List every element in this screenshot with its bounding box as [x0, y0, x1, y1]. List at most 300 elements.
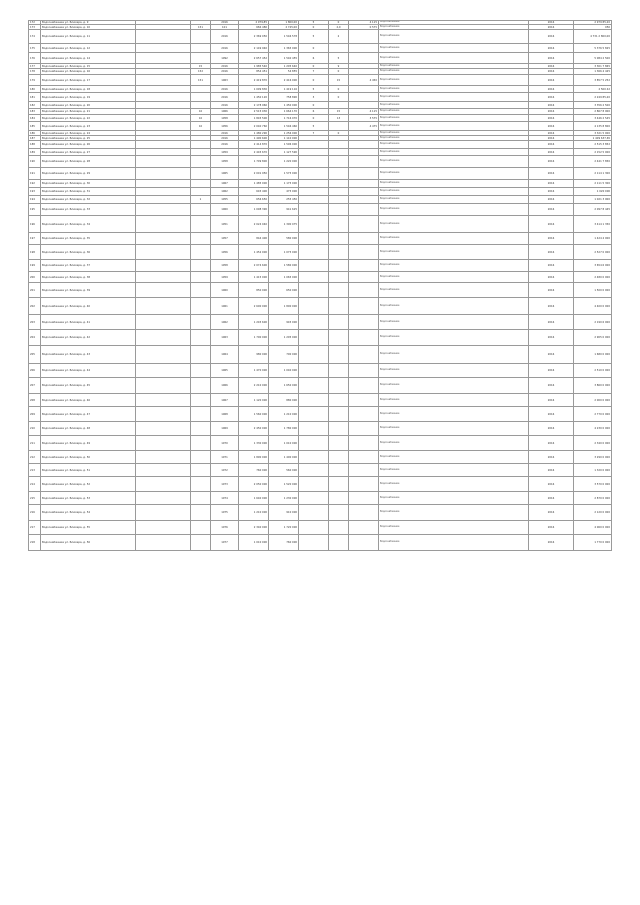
cell-total: 2 905 0 000	[574, 330, 612, 346]
cell-period: 2016	[529, 102, 574, 109]
cell-cell-c	[191, 44, 211, 53]
cell-count-a	[299, 464, 329, 477]
cell-work-type	[136, 535, 191, 551]
cell-year: 1958	[211, 156, 239, 168]
cell-amount: 4 450	[349, 75, 379, 86]
cell-row-number: 208	[29, 394, 41, 407]
cell-year: 1975	[211, 505, 239, 521]
table-row	[29, 451, 612, 464]
cell-count-b	[329, 156, 349, 168]
cell-count-b	[329, 492, 349, 505]
cell-year: 1977	[211, 535, 239, 551]
cell-row-number: 214	[29, 477, 41, 492]
cell-work-type	[136, 464, 191, 477]
cell-cost-a: 760 000	[239, 464, 269, 477]
cell-total: 2 500 42	[574, 86, 612, 93]
cell-cell-c: 152	[191, 69, 211, 75]
cell-cost-b: 560 000	[269, 464, 299, 477]
cell-row-number: 178	[29, 69, 41, 75]
cell-count-a	[299, 233, 329, 245]
cell-cost-b: 1 575 000	[269, 168, 299, 180]
cell-description: Водоснабжение	[379, 521, 529, 535]
cell-description: Водоснабжение	[379, 422, 529, 436]
cell-cost-b: 1 580 000	[269, 260, 299, 272]
cell-row-number: 188	[29, 141, 41, 149]
cell-count-b	[329, 122, 349, 131]
cell-count-b: 13	[329, 115, 349, 122]
cell-cost-b: 1 520 000	[269, 477, 299, 492]
cell-total: 2 120 0 000	[574, 505, 612, 521]
cell-total: 2 480 0 000	[574, 272, 612, 283]
cell-address: Водоснабжение ул. Блюхера, д. 51	[41, 464, 136, 477]
cell-work-type	[136, 378, 191, 394]
cell-cell-c	[191, 180, 211, 188]
cell-count-b: 2,0	[329, 25, 349, 30]
cell-total: 2 249 85,20	[574, 93, 612, 102]
cell-amount	[349, 272, 379, 283]
cell-cell-c	[191, 93, 211, 102]
cell-total: 2 527 0 000	[574, 245, 612, 260]
cell-row-number: 218	[29, 535, 41, 551]
cell-description: Водоснабжение	[379, 69, 529, 75]
cell-cost-a: 1 640 000	[239, 492, 269, 505]
cell-count-b	[329, 330, 349, 346]
cell-cost-a: 1 985 540	[239, 64, 269, 69]
cell-count-a	[299, 394, 329, 407]
cell-count-b: 5	[329, 53, 349, 64]
cell-year: 1968	[211, 407, 239, 422]
cell-cost-b: 1 596 000	[269, 141, 299, 149]
cell-period: 2016	[529, 149, 574, 156]
cell-period: 2016	[529, 451, 574, 464]
cell-cell-c	[191, 394, 211, 407]
cell-cost-a: 1 480 290	[239, 131, 269, 136]
cell-count-b	[329, 436, 349, 451]
cell-count-b: 0	[329, 21, 349, 25]
cell-cost-a: 1 415 000	[239, 272, 269, 283]
cell-cost-b: 1 075 000	[269, 245, 299, 260]
cell-period: 2016	[529, 283, 574, 298]
cell-total: 1 021 3 900	[574, 196, 612, 204]
cell-total: 3 860 0 000	[574, 378, 612, 394]
cell-period: 2016	[529, 109, 574, 115]
cell-year: 1960	[211, 283, 239, 298]
cell-cost-a: 2 340 000	[239, 521, 269, 535]
cell-address: Водоснабжение ул. Блюхера, д. 11	[41, 30, 136, 44]
cell-year: 1958	[211, 260, 239, 272]
cell-cost-a: 1 245 600	[239, 315, 269, 330]
table-row	[29, 180, 612, 188]
cell-period: 2016	[529, 93, 574, 102]
cell-year: 1970	[211, 436, 239, 451]
cell-count-a	[299, 535, 329, 551]
cell-row-number: 172	[29, 21, 41, 25]
table-row	[29, 233, 612, 245]
cell-description: Водоснабжение	[379, 44, 529, 53]
cell-year: 2016	[211, 141, 239, 149]
cell-count-a	[299, 492, 329, 505]
cell-cost-b: 255 450	[269, 196, 299, 204]
cell-row-number: 190	[29, 156, 41, 168]
cell-count-a	[299, 180, 329, 188]
cell-period: 2016	[529, 407, 574, 422]
cell-year: 1966	[211, 378, 239, 394]
cell-address: Водоснабжение ул. Блюхера, д. 33	[41, 204, 136, 216]
cell-cost-b: 1 716 070	[269, 115, 299, 122]
cell-count-b	[329, 216, 349, 233]
cell-description: Водоснабжение	[379, 136, 529, 141]
table-row	[29, 492, 612, 505]
cell-count-a: 7	[299, 131, 329, 136]
cell-cost-b: 1 664 170	[269, 109, 299, 115]
cell-cost-b: 1 065 000	[269, 272, 299, 283]
register-table-body	[29, 21, 612, 551]
cell-cost-b: 1 205 000	[269, 330, 299, 346]
cell-cell-c	[191, 346, 211, 364]
cell-address: Водоснабжение ул. Блюхера, д. 10	[41, 25, 136, 30]
cell-count-b: 15	[329, 75, 349, 86]
cell-work-type	[136, 75, 191, 86]
cell-cost-b: 475 000	[269, 188, 299, 196]
cell-cell-c: 10	[191, 109, 211, 115]
cell-count-b	[329, 422, 349, 436]
cell-amount	[349, 53, 379, 64]
cell-address: Водоснабжение ул. Блюхера, д. 28	[41, 156, 136, 168]
cell-amount	[349, 102, 379, 109]
cell-year: 2016	[211, 136, 239, 141]
cell-row-number: 204	[29, 330, 41, 346]
cell-amount	[349, 451, 379, 464]
cell-address: Водоснабжение ул. Блюхера, д. 31	[41, 188, 136, 196]
cell-count-b	[329, 283, 349, 298]
cell-period: 2016	[529, 69, 574, 75]
table-row	[29, 168, 612, 180]
cell-work-type	[136, 330, 191, 346]
cell-year: 1957	[211, 233, 239, 245]
cell-count-a: 6	[299, 53, 329, 64]
cell-period: 2016	[529, 378, 574, 394]
cell-description: Водоснабжение	[379, 64, 529, 69]
cell-year: 1972	[211, 464, 239, 477]
cell-address: Водоснабжение ул. Блюхера, д. 52	[41, 477, 136, 492]
cell-work-type	[136, 30, 191, 44]
cell-period: 2016	[529, 260, 574, 272]
cell-amount	[349, 315, 379, 330]
cell-amount	[349, 141, 379, 149]
cell-work-type	[136, 216, 191, 233]
cell-count-a	[299, 477, 329, 492]
cell-total: 3 857 5 252	[574, 75, 612, 86]
cell-amount	[349, 394, 379, 407]
cell-row-number: 203	[29, 315, 41, 330]
cell-address: Водоснабжение ул. Блюхера, д. 37	[41, 260, 136, 272]
cell-cost-b: 945 000	[269, 315, 299, 330]
cell-count-a	[299, 245, 329, 260]
cell-description: Водоснабжение	[379, 86, 529, 93]
cell-amount	[349, 378, 379, 394]
cell-address: Водоснабжение ул. Блюхера, д. 56	[41, 535, 136, 551]
cell-work-type	[136, 283, 191, 298]
cell-cost-b: 54 855	[269, 69, 299, 75]
cell-address: Водоснабжение ул. Блюхера, д. 9	[41, 21, 136, 25]
cell-amount	[349, 364, 379, 378]
cell-cell-c	[191, 102, 211, 109]
cell-count-a	[299, 378, 329, 394]
cell-row-number: 183	[29, 109, 41, 115]
cell-amount	[349, 86, 379, 93]
cell-total: 1 424 4 000	[574, 233, 612, 245]
cell-year: 1961	[211, 298, 239, 315]
cell-work-type	[136, 315, 191, 330]
cell-cell-c	[191, 505, 211, 521]
cell-year: 2016	[211, 86, 239, 93]
cell-count-a	[299, 364, 329, 378]
cell-year: 1967	[211, 180, 239, 188]
cell-count-a	[299, 260, 329, 272]
cell-row-number: 205	[29, 346, 41, 364]
cell-row-number: 187	[29, 136, 41, 141]
cell-cell-c	[191, 216, 211, 233]
table-row	[29, 216, 612, 233]
cell-cost-b: 1 040 000	[269, 364, 299, 378]
cell-description: Водоснабжение	[379, 53, 529, 64]
table-row	[29, 315, 612, 330]
cell-period: 2016	[529, 492, 574, 505]
table-row	[29, 86, 612, 93]
cell-total: 2 510 0 000	[574, 364, 612, 378]
cell-year: 1969	[211, 422, 239, 436]
cell-cell-c: 10	[191, 122, 211, 131]
cell-row-number: 174	[29, 30, 41, 44]
cell-amount	[349, 521, 379, 535]
cell-total: 2 979 85,20	[574, 21, 612, 25]
cell-row-number: 195	[29, 204, 41, 216]
cell-cost-a: 1 098 390	[239, 204, 269, 216]
cell-cost-a: 850 000	[239, 283, 269, 298]
cell-row-number: 189	[29, 149, 41, 156]
table-row	[29, 407, 612, 422]
cell-total: 950	[574, 25, 612, 30]
cell-description: Водоснабжение	[379, 315, 529, 330]
cell-cost-b: 1 230 000	[269, 492, 299, 505]
cell-cost-b: 1 540 455	[269, 53, 299, 64]
cell-amount	[349, 330, 379, 346]
cell-amount	[349, 422, 379, 436]
cell-cell-c	[191, 188, 211, 196]
cell-cost-a: 2 074 600	[239, 260, 269, 272]
cell-count-a	[299, 422, 329, 436]
cell-count-b	[329, 188, 349, 196]
cell-cell-c	[191, 535, 211, 551]
cell-row-number: 184	[29, 115, 41, 122]
cell-period: 2016	[529, 505, 574, 521]
cell-count-b	[329, 346, 349, 364]
cell-cost-b: 1 365 000	[269, 44, 299, 53]
table-row	[29, 260, 612, 272]
cell-address: Водоснабжение ул. Блюхера, д. 35	[41, 233, 136, 245]
cell-row-number: 211	[29, 436, 41, 451]
cell-address: Водоснабжение ул. Блюхера, д. 36	[41, 245, 136, 260]
cell-description: Водоснабжение	[379, 30, 529, 44]
cell-total: 1 770 0 000	[574, 535, 612, 551]
cell-year: 1959	[211, 272, 239, 283]
cell-description: Водоснабжение	[379, 378, 529, 394]
cell-row-number: 197	[29, 233, 41, 245]
cell-cost-a: 2 414 870	[239, 141, 269, 149]
cell-work-type	[136, 233, 191, 245]
cell-cell-c	[191, 477, 211, 492]
cell-cost-a: 2 979,85	[239, 21, 269, 25]
cell-cost-b: 1 546 460	[269, 122, 299, 131]
cell-count-a	[299, 407, 329, 422]
cell-count-a: 0	[299, 75, 329, 86]
cell-address: Водоснабжение ул. Блюхера, д. 44	[41, 364, 136, 378]
cell-description: Водоснабжение	[379, 168, 529, 180]
cell-amount: 4 115	[349, 21, 379, 25]
cell-cost-b: 650 000	[269, 283, 299, 298]
cell-amount	[349, 233, 379, 245]
cell-period: 2016	[529, 180, 574, 188]
table-row	[29, 298, 612, 315]
cell-address: Водоснабжение ул. Блюхера, д. 19	[41, 93, 136, 102]
cell-cell-c	[191, 53, 211, 64]
cell-count-a: 0	[299, 115, 329, 122]
cell-year: 1959	[211, 149, 239, 156]
cell-count-b: 9	[329, 64, 349, 69]
cell-period: 2016	[529, 330, 574, 346]
cell-amount: 4 115	[349, 109, 379, 115]
cell-count-b	[329, 315, 349, 330]
cell-count-b	[329, 451, 349, 464]
cell-cell-c	[191, 86, 211, 93]
cell-amount	[349, 346, 379, 364]
cell-work-type	[136, 407, 191, 422]
cell-description: Водоснабжение	[379, 260, 529, 272]
cell-count-a: 5	[299, 86, 329, 93]
cell-work-type	[136, 492, 191, 505]
cell-amount	[349, 464, 379, 477]
cell-address: Водоснабжение ул. Блюхера, д. 32	[41, 196, 136, 204]
cell-period: 2016	[529, 131, 574, 136]
cell-row-number: 181	[29, 93, 41, 102]
cell-address: Водоснабжение ул. Блюхера, д. 42	[41, 330, 136, 346]
cell-total: 3 414 1 350	[574, 216, 612, 233]
cell-cost-b: 700 000	[269, 346, 299, 364]
cell-address: Водоснабжение ул. Блюхера, д. 29	[41, 168, 136, 180]
cell-address: Водоснабжение ул. Блюхера, д. 50	[41, 451, 136, 464]
cell-work-type	[136, 521, 191, 535]
cell-cell-c	[191, 422, 211, 436]
cell-cost-a: 684 480	[239, 25, 269, 30]
cell-work-type	[136, 156, 191, 168]
cell-description: Водоснабжение	[379, 180, 529, 188]
cell-cost-a: 2 178 960	[239, 102, 269, 109]
cell-row-number: 202	[29, 298, 41, 315]
cell-amount: 0 575	[349, 25, 379, 30]
cell-period: 2016	[529, 216, 574, 233]
cell-total: 2 441 7 850	[574, 156, 612, 168]
cell-cell-c	[191, 156, 211, 168]
cell-cost-a: 1 700 000	[239, 330, 269, 346]
cell-cell-c	[191, 245, 211, 260]
cell-row-number: 215	[29, 492, 41, 505]
cell-amount	[349, 188, 379, 196]
cell-amount	[349, 298, 379, 315]
cell-row-number: 210	[29, 422, 41, 436]
cell-description: Водоснабжение	[379, 245, 529, 260]
cell-count-b	[329, 245, 349, 260]
cell-year: 1958	[211, 115, 239, 122]
table-row	[29, 364, 612, 378]
table-row	[29, 188, 612, 196]
cell-amount	[349, 93, 379, 102]
cell-cost-b: 1 010 000	[269, 436, 299, 451]
cell-row-number: 176	[29, 53, 41, 64]
cell-year: 1973	[211, 477, 239, 492]
cell-amount	[349, 180, 379, 188]
cell-description: Водоснабжение	[379, 115, 529, 122]
cell-year: 1966	[211, 109, 239, 115]
cell-cell-c	[191, 260, 211, 272]
cell-total: 2 111 5 300	[574, 180, 612, 188]
cell-work-type	[136, 93, 191, 102]
table-row	[29, 535, 612, 551]
cell-year: 1955	[211, 196, 239, 204]
cell-count-a: 5	[299, 30, 329, 44]
cell-cost-a: 1 490 600	[239, 136, 269, 141]
cell-count-a	[299, 451, 329, 464]
cell-row-number: 175	[29, 44, 41, 53]
cell-row-number: 185	[29, 122, 41, 131]
cell-count-a	[299, 272, 329, 283]
table-row	[29, 521, 612, 535]
cell-cost-b: 1 210 000	[269, 407, 299, 422]
cell-cost-b: 1 419 116	[269, 86, 299, 93]
cell-year: 1956	[211, 245, 239, 260]
cell-count-a	[299, 298, 329, 315]
cell-count-b	[329, 233, 349, 245]
cell-cost-a: 1 330 000	[239, 436, 269, 451]
cell-description: Водоснабжение	[379, 394, 529, 407]
cell-count-a	[299, 283, 329, 298]
cell-period: 2016	[529, 521, 574, 535]
cell-year: 1960	[211, 204, 239, 216]
cell-year: 2016	[211, 93, 239, 102]
cell-count-a	[299, 156, 329, 168]
cell-address: Водоснабжение ул. Блюхера, д. 20	[41, 102, 136, 109]
cell-work-type	[136, 346, 191, 364]
cell-row-number: 192	[29, 180, 41, 188]
cell-address: Водоснабжение ул. Блюхера, д. 47	[41, 407, 136, 422]
cell-description: Водоснабжение	[379, 283, 529, 298]
cell-description: Водоснабжение	[379, 156, 529, 168]
cell-count-a: 0	[299, 64, 329, 69]
cell-cell-c: 10	[191, 115, 211, 122]
cell-description: Водоснабжение	[379, 477, 529, 492]
cell-description: Водоснабжение	[379, 149, 529, 156]
cell-cell-c	[191, 378, 211, 394]
cell-year: 101	[211, 25, 239, 30]
cell-cost-a: 2 445 670	[239, 149, 269, 156]
table-row	[29, 141, 612, 149]
cell-amount: 3 575	[349, 115, 379, 122]
cell-total: 1 500 0 000	[574, 283, 612, 298]
cell-amount	[349, 204, 379, 216]
cell-total: 4 731 2 800,00	[574, 30, 612, 44]
cell-cost-a: 2 001 950	[239, 168, 269, 180]
cell-period: 2016	[529, 86, 574, 93]
cell-work-type	[136, 44, 191, 53]
